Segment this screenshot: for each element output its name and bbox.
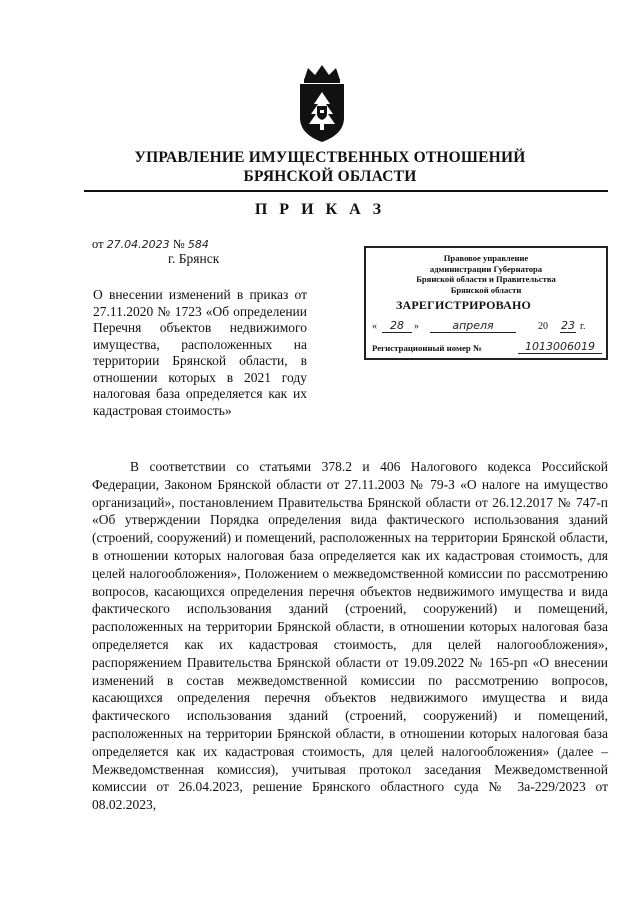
- order-subject: О внесении изменений в приказ от 27.11.2020 № 1723 «Об определении Перечня объектов недвижимого имущества, расположенных на территории Брянской области, в отношении которых в 2021 году налоговая база определяется как их кадастровая стоимость»: [93, 287, 307, 418]
- handwritten-number: 584: [187, 238, 209, 251]
- stamp-quote-open: «: [372, 321, 377, 332]
- stamp-org-line-2: администрации Губернатора: [429, 263, 543, 274]
- stamp-registered-label: ЗАРЕГИСТРИРОВАНО: [396, 298, 532, 312]
- registration-stamp: [364, 246, 608, 360]
- city-label: г. Брянск: [168, 251, 220, 266]
- coat-of-arms-emblem: [294, 62, 350, 144]
- agency-name-line-2: БРЯНСКОЙ ОБЛАСТИ: [243, 168, 417, 185]
- stamp-org-line-3: Брянской области и Правительства: [416, 274, 556, 285]
- header-divider: [84, 190, 608, 192]
- stamp-reg-number-label: Регистрационный номер №: [372, 343, 482, 353]
- agency-name-line-1: УПРАВЛЕНИЕ ИМУЩЕСТВЕННЫХ ОТНОШЕНИЙ: [134, 149, 526, 166]
- stamp-quote-close: »: [414, 321, 419, 332]
- stamp-reg-number-handwritten: 1013006019: [518, 340, 602, 354]
- agency-name: [60, 148, 600, 186]
- stamp-year-prefix: 20: [538, 321, 548, 332]
- number-sign: №: [172, 237, 185, 251]
- handwritten-date: 27.04.2023: [106, 238, 170, 251]
- stamp-registration-number: [372, 340, 604, 356]
- date-prefix: от: [92, 237, 104, 251]
- order-dateline: [92, 237, 209, 252]
- body-paragraph: В соответствии со статьями 378.2 и 406 Налогового кодекса Российской Федерации, Законом Брянской области от 27.11.2003 № 79-З «О налоге на имущество организаций», постановлением Правительства Брянской области от 26.12.2017 № 747-п «Об утверждении Порядка определения вида фактического использования зданий (строений, сооружений) и помещений, расположенных на территории Брянской области, в отношении которых налоговая база определяется как их кадастровая стоимость, для целей налогообложения», Положением о межведомственной комиссии по рассмотрению вопросов, касающихся определения перечня объектов недвижимого имущества и вида фактического использования зданий (строений, сооружений) и помещений, расположенных на территории Брянской области, в отношении которых налоговая база определяется как их кадастровая стоимость, для целей налогообложения», распоряжением Правительства Брянской области от 19.09.2022 № 165-рп «О внесении изменений в состав межведомственной комиссии по рассмотрению вопросов, касающихся определения перечня объектов недвижимого имущества и вида фактического использования зданий (строений, сооружений) и помещений, расположенных на территории Брянской области, в отношении которых налоговая база определяется как их кадастровая стоимость, для целей налогообложения» (далее – Межведомственная комиссия), учитывая протокол заседания Межведомственной комиссии от 26.04.2023, решение Брянского областного суда № 3а-229/2023 от 08.02.2023,: [92, 459, 608, 813]
- stamp-org-line-4: Брянской области: [450, 284, 522, 295]
- stamp-organization: [366, 253, 606, 295]
- stamp-day-handwritten: 28: [382, 319, 412, 333]
- stamp-year-suffix: г.: [580, 321, 586, 332]
- stamp-month-handwritten: апреля: [430, 319, 516, 333]
- stamp-year-handwritten: 23: [561, 319, 575, 332]
- document-type-title: П Р И К А З: [254, 201, 386, 218]
- stamp-date: [372, 319, 600, 337]
- stamp-org-line-1: Правовое управление: [443, 253, 529, 263]
